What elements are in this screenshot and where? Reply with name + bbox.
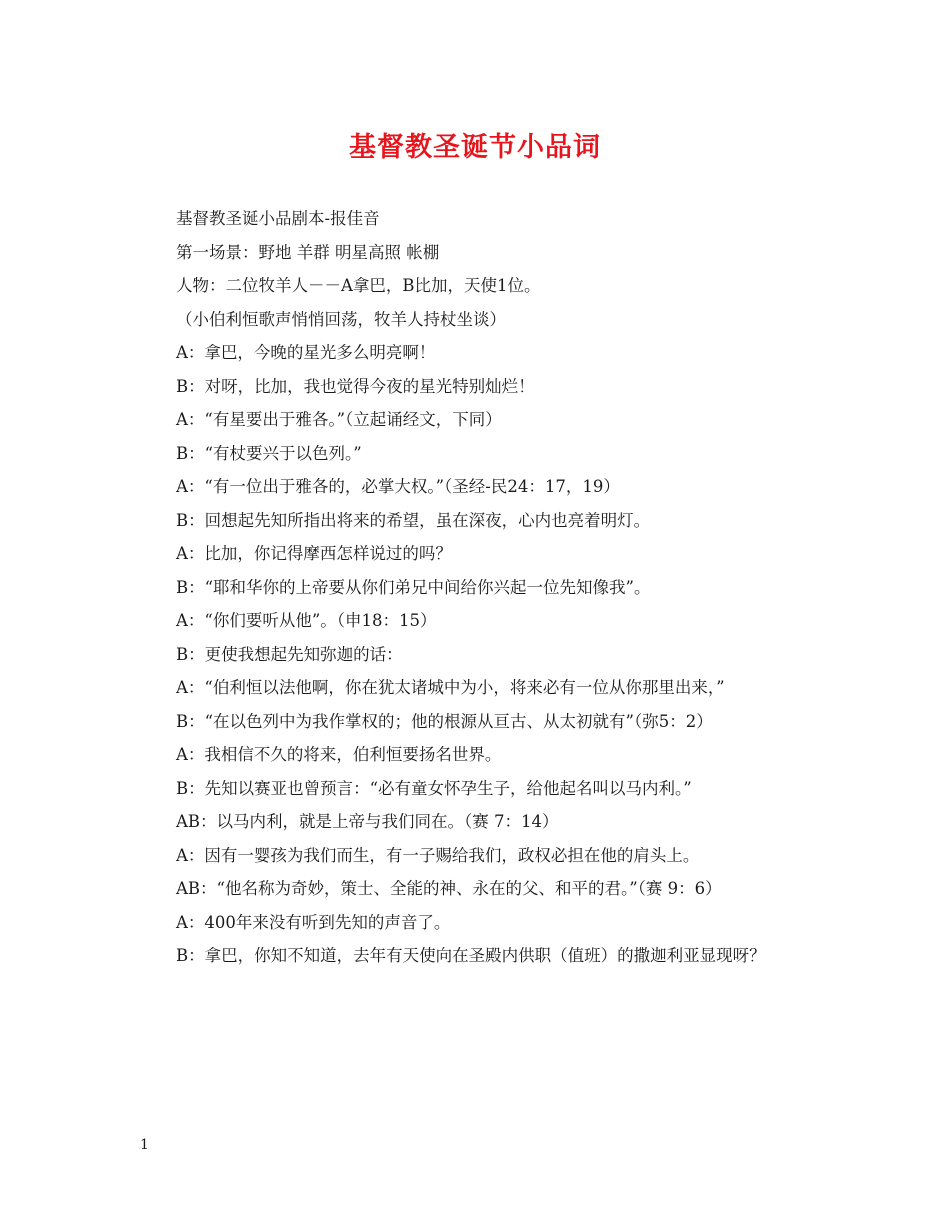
paragraph-line: A：拿巴，今晚的星光多么明亮啊！	[176, 343, 436, 362]
paragraph-line: 基督教圣诞小品剧本-报佳音	[176, 209, 380, 228]
page-number: 1	[140, 1137, 149, 1153]
paragraph-line: A：“有星要出于雅各。”（立起诵经文，下同）	[176, 410, 502, 429]
paragraph-line: A：“你们要听从他”。（申18：15）	[176, 611, 437, 630]
paragraph-line: B：“有杖要兴于以色列。”	[176, 443, 362, 463]
document-body	[140, 202, 816, 973]
paragraph-line: （小伯利恒歌声悄悄回荡，牧羊人持杖坐谈）	[176, 309, 506, 329]
paragraph-line: 人物：二位牧羊人－－A拿巴，B比加，天使1位。	[176, 276, 541, 295]
paragraph-line: A：“伯利恒以法他啊，你在犹太诸城中为小，将来必有一位从你那里出来，”	[176, 678, 725, 697]
paragraph-line: AB：以马内利，就是上帝与我们同在。（赛 7：14）	[176, 812, 559, 831]
paragraph-line: AB：“他名称为奇妙，策士、全能的神、永在的父、和平的君。”（赛 9：6）	[176, 879, 722, 898]
paragraph-line: A：比加，你记得摩西怎样说过的吗？	[176, 544, 452, 563]
paragraph-line: B：先知以赛亚也曾预言：“必有童女怀孕生子，给他起名叫以马内利。”	[176, 778, 692, 798]
paragraph-line: 第一场景：野地 羊群 明星高照 帐棚	[176, 242, 440, 262]
paragraph-line: A：我相信不久的将来，伯利恒要扬名世界。	[176, 745, 502, 764]
paragraph-line: B：拿巴，你知不知道，去年有天使向在圣殿内供职（值班）的撒迦利亚显现呀？	[176, 946, 766, 965]
paragraph-line: B：更使我想起先知弥迦的话：	[176, 644, 403, 664]
paragraph-line: A：400年来没有听到先知的声音了。	[176, 912, 451, 932]
paragraph-line: B：“在以色列中为我作掌权的；他的根源从亘古、从太初就有”（弥5：2）	[176, 711, 713, 731]
document-title: 基督教圣诞节小品词	[349, 132, 601, 163]
paragraph-line: A：“有一位出于雅各的，必掌大权。”（圣经-民24：17，19）	[176, 477, 620, 496]
paragraph-line: B：回想起先知所指出将来的希望，虽在深夜，心内也亮着明灯。	[176, 510, 651, 530]
paragraph-line: B：对呀，比加，我也觉得今夜的星光特别灿烂！	[176, 376, 535, 396]
paragraph-line: A：因有一婴孩为我们而生，有一子赐给我们，政权必担在他的肩头上。	[176, 845, 700, 865]
paragraph-line: B：“耶和华你的上帝要从你们弟兄中间给你兴起一位先知像我”。	[176, 577, 651, 597]
